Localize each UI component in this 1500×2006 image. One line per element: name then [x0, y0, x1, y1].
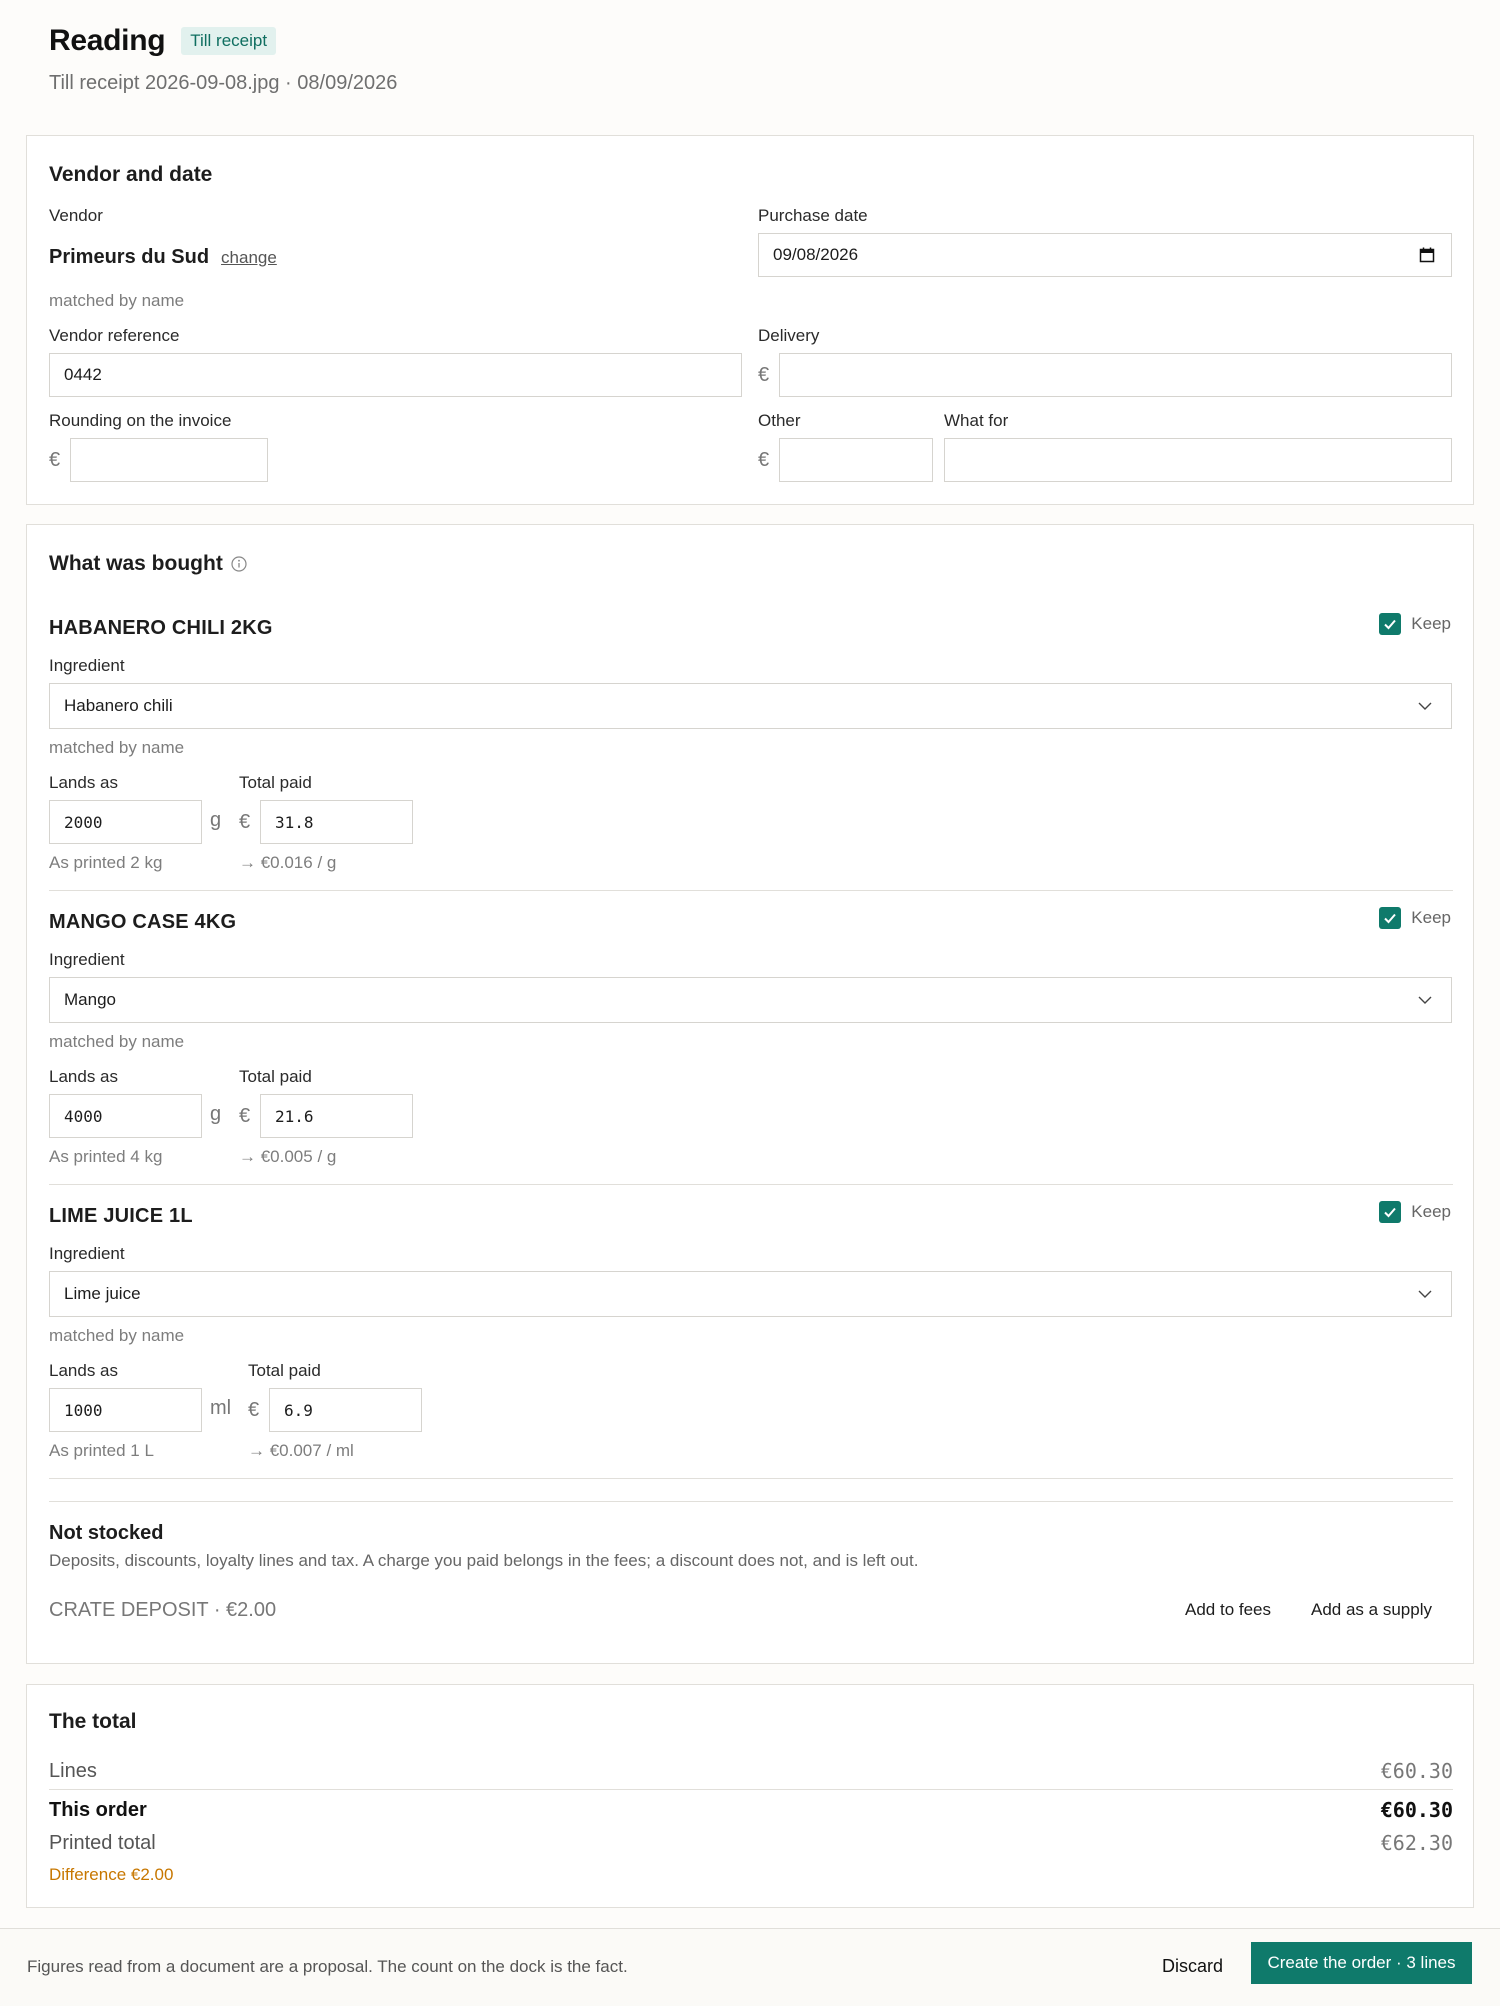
vendor-name: Primeurs du Sud — [49, 246, 210, 268]
keep-label: Keep — [1411, 614, 1451, 633]
line-item-name: HABANERO CHILI 2KG — [49, 617, 273, 639]
as-printed-note: As printed 2 kg — [49, 853, 163, 872]
total-paid-value: 6.9 — [284, 1400, 313, 1420]
total-paid-label: Total paid — [239, 1067, 312, 1086]
create-order-button[interactable]: Create the order · 3 lines — [1251, 1942, 1472, 1984]
purchase-date-input[interactable] — [758, 233, 1452, 277]
ingredient-value: Mango — [64, 990, 116, 1009]
quantity-value: 4000 — [64, 1106, 103, 1126]
add-as-supply-button[interactable]: Add as a supply — [1311, 1600, 1432, 1619]
item-divider — [49, 1478, 1453, 1479]
printed-label: Printed total — [49, 1831, 156, 1854]
other-input[interactable] — [779, 438, 933, 482]
rounding-input[interactable] — [70, 438, 268, 482]
keep-toggle[interactable] — [1379, 1201, 1451, 1223]
lands-as-label: Lands as — [49, 773, 118, 792]
printed-row — [49, 1831, 1453, 1855]
vendor-reference-label: Vendor reference — [49, 326, 180, 345]
difference-note: Difference €2.00 — [49, 1865, 174, 1884]
quantity-unit: g — [210, 1103, 222, 1125]
other-currency: € — [758, 449, 770, 471]
add-to-fees-button[interactable]: Add to fees — [1185, 1600, 1272, 1619]
quantity-unit: ml — [210, 1397, 232, 1419]
as-printed-note: As printed 1 L — [49, 1441, 154, 1460]
item-divider — [49, 1184, 1453, 1185]
bought-title — [49, 552, 247, 576]
purchase-date-value: 09/08/2026 — [773, 245, 859, 264]
total-paid-currency: € — [239, 1105, 251, 1127]
vendor-match-hint: matched by name — [49, 291, 185, 310]
total-paid-value: 21.6 — [275, 1106, 314, 1126]
keep-toggle[interactable] — [1379, 613, 1451, 635]
check-icon — [1383, 1205, 1397, 1219]
purchase-date-label: Purchase date — [758, 206, 868, 225]
total-title: The total — [49, 1710, 137, 1733]
page-title: Reading — [49, 24, 166, 57]
unit-price-note: → €0.016 / g — [239, 853, 337, 872]
total-paid-label: Total paid — [239, 773, 312, 792]
chevron-down-icon — [1417, 1286, 1433, 1302]
total-paid-currency: € — [248, 1399, 260, 1421]
keep-toggle[interactable] — [1379, 907, 1451, 929]
action-footer — [0, 1928, 1500, 2006]
ingredient-value: Lime juice — [64, 1284, 141, 1303]
quantity-input[interactable] — [49, 800, 202, 844]
what-for-input[interactable] — [944, 438, 1452, 482]
unit-price-note: → €0.005 / g — [239, 1147, 337, 1166]
total-paid-currency: € — [239, 811, 251, 833]
order-row — [49, 1798, 1453, 1822]
not-stocked-title: Not stocked — [49, 1522, 164, 1544]
total-paid-input[interactable] — [260, 1094, 413, 1138]
what-for-label: What for — [944, 411, 1009, 430]
vendor-date-title: Vendor and date — [49, 163, 213, 186]
document-type-badge: Till receipt — [181, 27, 276, 55]
ingredient-label: Ingredient — [49, 1244, 125, 1263]
chevron-down-icon — [1417, 698, 1433, 714]
calendar-icon[interactable] — [1419, 247, 1435, 263]
as-printed-note: As printed 4 kg — [49, 1147, 163, 1166]
not-stocked-line: CRATE DEPOSIT · €2.00 — [49, 1599, 277, 1621]
info-icon[interactable] — [231, 556, 247, 572]
check-icon — [1383, 617, 1397, 631]
delivery-label: Delivery — [758, 326, 820, 345]
keep-label: Keep — [1411, 908, 1451, 927]
ingredient-match-hint: matched by name — [49, 1032, 185, 1051]
lines-row — [49, 1759, 1453, 1783]
line-item-name: MANGO CASE 4KG — [49, 911, 237, 933]
line-item-name: LIME JUICE 1L — [49, 1205, 193, 1227]
quantity-input[interactable] — [49, 1094, 202, 1138]
quantity-value: 1000 — [64, 1400, 103, 1420]
ingredient-label: Ingredient — [49, 656, 125, 675]
delivery-currency: € — [758, 364, 770, 386]
item-divider — [49, 890, 1453, 891]
quantity-input[interactable] — [49, 1388, 202, 1432]
ingredient-select[interactable] — [49, 683, 1452, 729]
ingredient-match-hint: matched by name — [49, 738, 185, 757]
not-stocked-description: Deposits, discounts, loyalty lines and tax. A charge you paid belongs in the fees; a discount does not, and is left out. — [49, 1551, 919, 1570]
quantity-unit: g — [210, 809, 222, 831]
lands-as-label: Lands as — [49, 1361, 118, 1380]
ingredient-select[interactable] — [49, 1271, 1452, 1317]
total-paid-value: 31.8 — [275, 812, 314, 832]
printed-value: €62.30 — [1380, 1831, 1453, 1855]
other-label: Other — [758, 411, 801, 430]
unit-price-note: → €0.007 / ml — [248, 1441, 354, 1460]
total-paid-input[interactable] — [260, 800, 413, 844]
vendor-reference-input[interactable] — [49, 353, 742, 397]
change-vendor-link[interactable]: change — [221, 247, 277, 267]
discard-button[interactable]: Discard — [1162, 1956, 1224, 1976]
keep-checkbox[interactable] — [1379, 907, 1401, 929]
ingredient-label: Ingredient — [49, 950, 125, 969]
delivery-input[interactable] — [779, 353, 1452, 397]
lines-value: €60.30 — [1380, 1759, 1453, 1783]
total-paid-input[interactable] — [269, 1388, 422, 1432]
total-paid-label: Total paid — [248, 1361, 321, 1380]
footer-note: Figures read from a document are a proposal. The count on the dock is the fact. — [27, 1957, 628, 1976]
vendor-label: Vendor — [49, 206, 103, 225]
quantity-value: 2000 — [64, 812, 103, 832]
lands-as-label: Lands as — [49, 1067, 118, 1086]
ingredient-match-hint: matched by name — [49, 1326, 185, 1345]
keep-checkbox[interactable] — [1379, 613, 1401, 635]
page-header — [49, 22, 649, 102]
bought-title-text: What was bought — [49, 552, 223, 575]
document-subtitle: Till receipt 2026-09-08.jpg · 08/09/2026 — [49, 72, 398, 94]
vendor-row — [49, 246, 277, 269]
total-card — [26, 1684, 1474, 1908]
keep-label: Keep — [1411, 1202, 1451, 1221]
check-icon — [1383, 911, 1397, 925]
section-divider — [49, 1501, 1453, 1502]
bought-card — [26, 524, 1474, 1664]
rounding-label: Rounding on the invoice — [49, 411, 232, 430]
order-label: This order — [49, 1798, 147, 1821]
order-value: €60.30 — [1380, 1798, 1453, 1822]
keep-checkbox[interactable] — [1379, 1201, 1401, 1223]
vendor-reference-value: 0442 — [64, 365, 102, 384]
lines-label: Lines — [49, 1759, 97, 1782]
ingredient-value: Habanero chili — [64, 696, 173, 715]
ingredient-select[interactable] — [49, 977, 1452, 1023]
rounding-currency: € — [49, 449, 61, 471]
vendor-date-card — [26, 135, 1474, 505]
total-divider — [49, 1789, 1453, 1790]
chevron-down-icon — [1417, 992, 1433, 1008]
